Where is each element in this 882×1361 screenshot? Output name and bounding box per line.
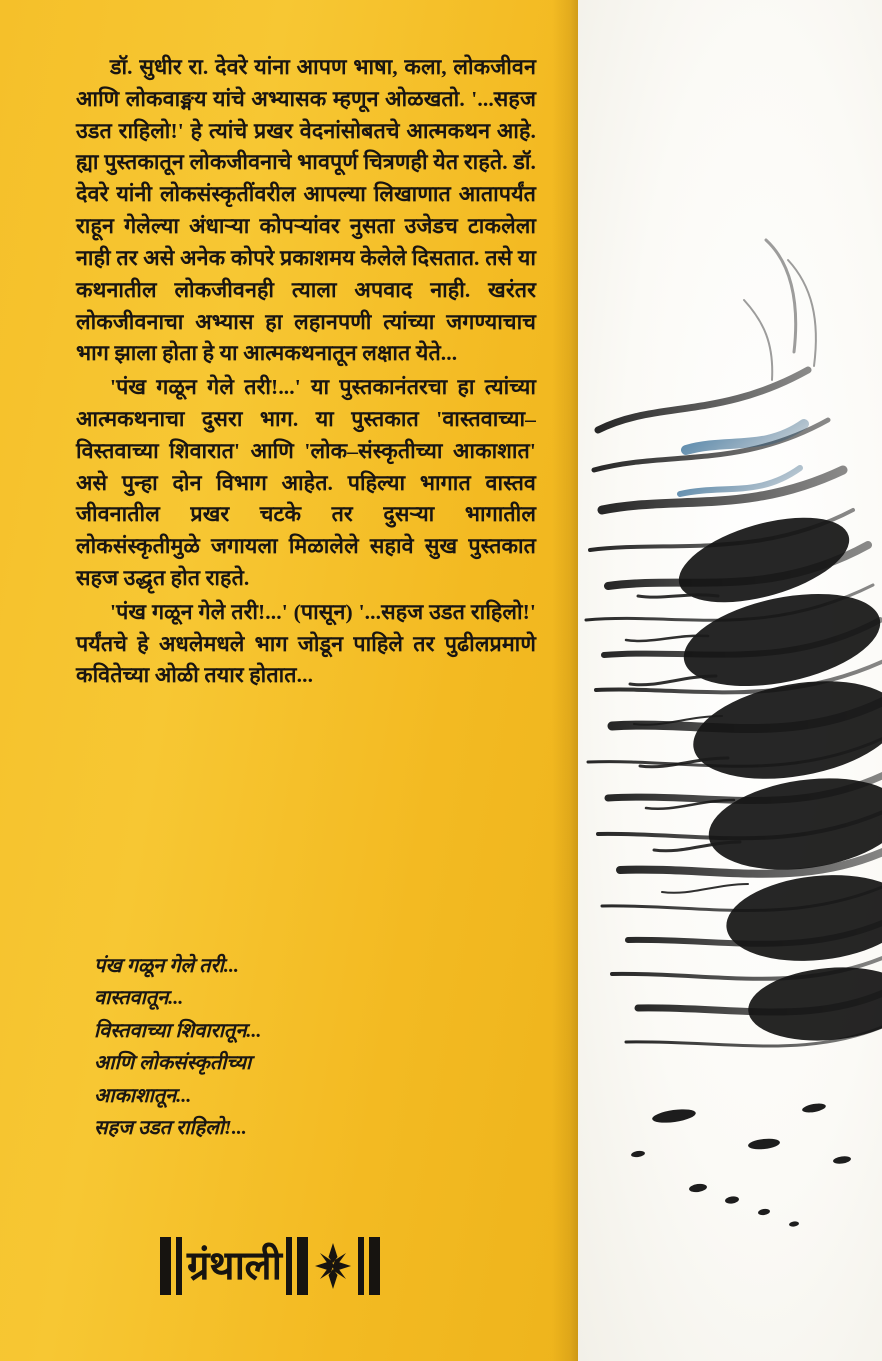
poem-line: वास्तवातून... (94, 987, 184, 1010)
logo-bar-left-thin (176, 1237, 182, 1295)
blurb-paragraph-3: 'पंख गळून गेले तरी!...' (पासून) '...सहज उडत राहिलो!' पर्यंतचे हे अधलेमधले भाग जोडून पाहिले तर पुढीलप्रमाणे कवितेच्या ओळी तयार होतात... (76, 599, 536, 688)
blurb-paragraph-2: 'पंख गळून गेले तरी!...' या पुस्तकानंतरचा हा त्यांच्या आत्मकथनाचा दुसरा भाग. या पुस्तकात 'वास्तवाच्या–विस्तवाच्या शिवारात' आणि 'लोक–संस्कृतीच्या आकाशात' असे पुन्हा दोन विभाग आहेत. पहिल्या भागात वास्तव जीवनातील प्रखर चटके तर दुसऱ्या भागातील लोकसंस्कृतीमुळे जगायला मिळालेले सहावे सुख पुस्तकात सहज उद्धृत होत राहते. (76, 375, 536, 590)
publisher-logo (160, 1235, 408, 1297)
publisher-name: ग्रंथाली (187, 1243, 282, 1288)
logo-bar-right-thin (358, 1237, 364, 1295)
ink-strokes-svg (578, 0, 882, 1361)
logo-bar-left (160, 1237, 171, 1295)
logo-bar-right (369, 1237, 380, 1295)
logo-bar-mid (297, 1237, 308, 1295)
poem-line: विस्तवाच्या शिवारातून... (94, 1019, 262, 1042)
poem-line: पंख गळून गेले तरी... (94, 955, 239, 977)
poem-block (94, 950, 514, 1144)
blurb-paragraph-1: डॉ. सुधीर रा. देवरे यांना आपण भाषा, कला, लोकजीवन आणि लोकवाङ्मय यांचे अभ्यासक म्हणून ओळखतो. '...सहज उडत राहिलो!' हे त्यांचे प्रखर वेदनांसोबतचे आत्मकथन आहे. ह्या पुस्तकातून लोकजीवनाचे भावपूर्ण चित्रणही येत राहते. डॉ. देवरे यांनी लोकसंस्कृतींवरील आपल्या लिखाणात आतापर्यंत राहून गेलेल्या अंधाऱ्या कोपऱ्यांवर नुसता उजेडच टाकलेला नाही तर असे अनेक कोपरे प्रकाशमय केलेले दिसतात. तसे या कथनातील लोकजीवनही त्याला अपवाद नाही. खरंतर लोकजीवनाचा अभ्यास हा लहानपणी त्यांच्या जगण्याचाच भाग झाला होता हे या आत्मकथनातून लक्षात येते... (76, 55, 536, 366)
poem-line: आकाशातून... (94, 1084, 192, 1107)
blurb-text-block (76, 52, 536, 692)
poem-line: आणि लोकसंस्कृतीच्या (94, 1052, 252, 1075)
ink-brush-artwork (578, 0, 882, 1361)
poem-line: सहज उडत राहिलो!... (94, 1116, 247, 1139)
logo-bar-mid-thin (286, 1237, 292, 1295)
star-burst-icon (313, 1237, 353, 1295)
